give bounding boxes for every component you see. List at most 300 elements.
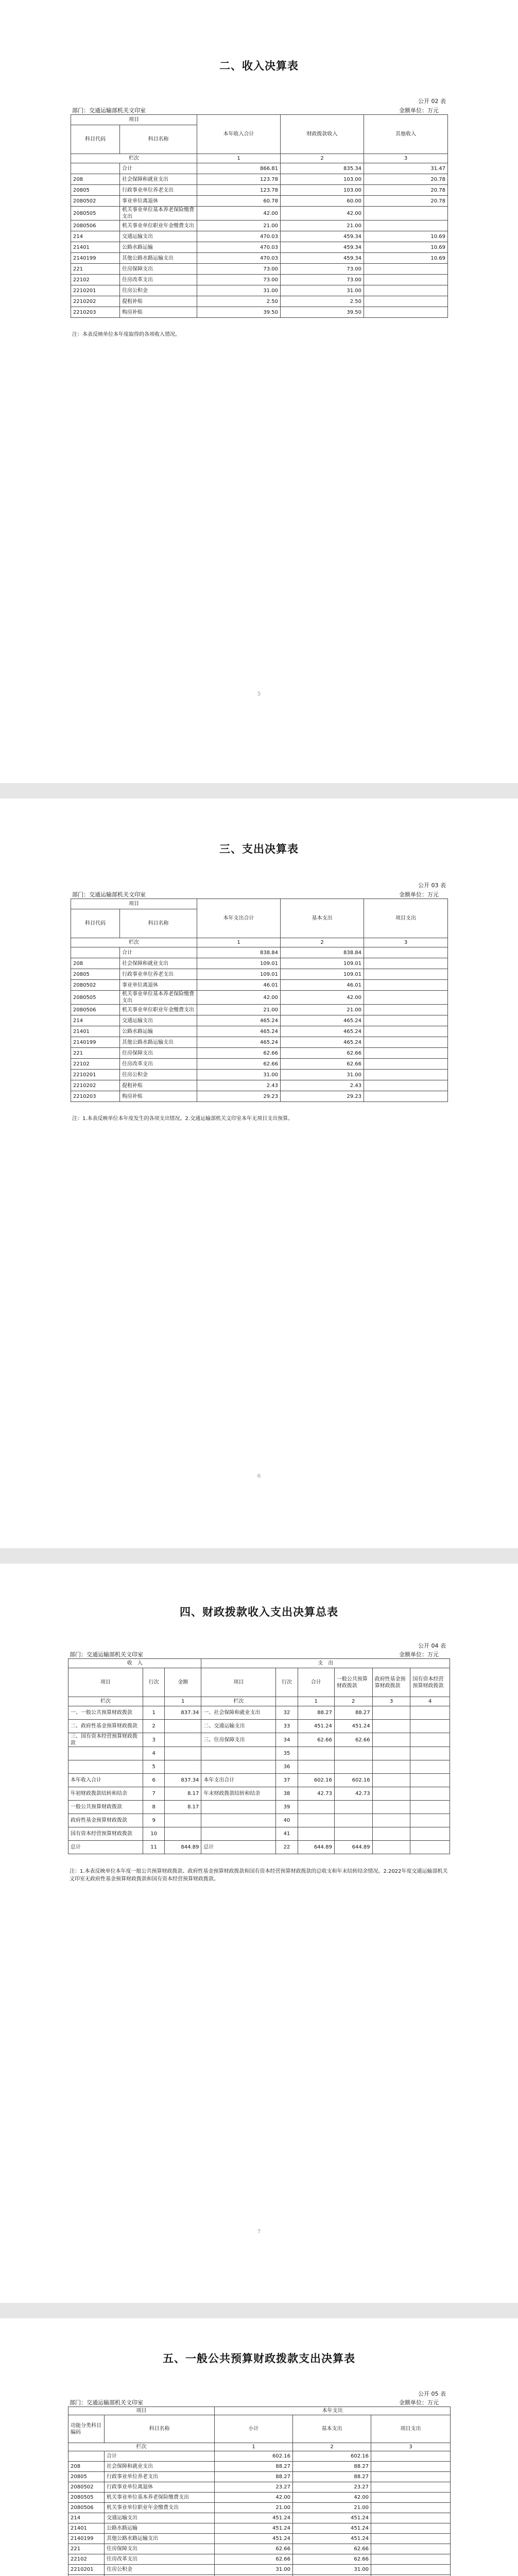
cell-code: 214 bbox=[71, 231, 120, 242]
cell-gov-fund bbox=[372, 1720, 410, 1733]
cell-code: 20805 bbox=[71, 185, 120, 196]
cell-value-2: 31.00 bbox=[281, 285, 364, 296]
cell-value-2: 465.24 bbox=[281, 1026, 364, 1037]
lanci-label: 栏次 bbox=[71, 154, 197, 163]
department: 部门：交通运输部机关文印室 bbox=[72, 107, 146, 114]
cell-name: 公路水路运输 bbox=[105, 2523, 215, 2534]
table-row bbox=[71, 163, 448, 174]
cell-value-1: 62.66 bbox=[197, 1059, 281, 1070]
cell-expense-line: 40 bbox=[276, 1814, 298, 1827]
cell-value-3 bbox=[364, 980, 448, 991]
cell-name: 住房公积金 bbox=[120, 285, 197, 296]
cell-name: 机关事业单位职业年金缴费支出 bbox=[105, 2503, 215, 2513]
cell-value-3 bbox=[371, 2534, 451, 2544]
cell-code: 2080506 bbox=[71, 1005, 120, 1015]
cell-gov-fund bbox=[372, 1733, 410, 1747]
cell-state-capital bbox=[410, 1706, 450, 1720]
page-separator bbox=[0, 1548, 518, 1564]
cell-value-2: 62.66 bbox=[281, 1059, 364, 1070]
page-number: 5 bbox=[257, 691, 261, 697]
cell-total bbox=[298, 1814, 334, 1827]
cell-value-3 bbox=[364, 969, 448, 980]
cell-value-1: 109.01 bbox=[197, 958, 281, 969]
table-row bbox=[68, 2503, 451, 2513]
cell-value-3 bbox=[364, 1037, 448, 1048]
cell-value-1: 88.27 bbox=[215, 2462, 293, 2472]
form-number: 公开 04 表 bbox=[418, 1642, 446, 1649]
cell-value-1: 470.03 bbox=[197, 231, 281, 242]
page-separator bbox=[0, 783, 518, 799]
header-name: 科目名称 bbox=[105, 2415, 215, 2443]
table-note: 注：1.本表反映单位本年度一般公共预算财政拨款、政府性基金预算财政拨款和国有资本经营预算财政拨款的总收支和年末结转结余情况。2.2022年度交通运输部机关文印室无政府性基金预算财政拨款和国有资本经营预算财政拨款。 bbox=[70, 1869, 448, 1882]
table-row bbox=[68, 2565, 451, 2575]
table-row bbox=[71, 207, 448, 221]
cell-total: 451.24 bbox=[298, 1720, 334, 1733]
cell-code: 2140199 bbox=[68, 2534, 105, 2544]
form-number: 公开 03 表 bbox=[418, 882, 446, 889]
cell-name: 其他公路水路运输支出 bbox=[120, 1037, 197, 1048]
cell-code: 214 bbox=[68, 2513, 105, 2523]
cell-name: 住房保障支出 bbox=[105, 2544, 215, 2554]
cell-value-1: 39.50 bbox=[197, 307, 281, 318]
cell-value-2: 103.00 bbox=[281, 174, 364, 185]
cell-total: 62.66 bbox=[298, 1733, 334, 1747]
header-code: 功能分类科目编码 bbox=[68, 2415, 105, 2443]
cell-value-2: 835.34 bbox=[281, 163, 364, 174]
cell-general: 88.27 bbox=[334, 1706, 372, 1720]
cell-expense-item: 本年支出合计 bbox=[201, 1774, 276, 1787]
header-col2: 基本支出 bbox=[293, 2415, 371, 2443]
cell-income-line: 8 bbox=[143, 1801, 165, 1814]
cell-value-3: 20.78 bbox=[364, 174, 448, 185]
cell-value-2: 21.00 bbox=[293, 2503, 371, 2513]
unit-label: 金额单位：万元 bbox=[399, 891, 439, 898]
cell-value-2: 109.01 bbox=[281, 969, 364, 980]
cell-expense-line: 36 bbox=[276, 1760, 298, 1774]
cell-name: 事业单位离退休 bbox=[120, 980, 197, 991]
cell-name: 住房公积金 bbox=[120, 1070, 197, 1080]
cell-general bbox=[334, 1827, 372, 1841]
cell-value-1: 29.23 bbox=[197, 1091, 281, 1102]
department: 部门：交通运输部机关文印室 bbox=[70, 2399, 143, 2406]
cell-expense-item bbox=[201, 1760, 276, 1774]
cell-code: 2210202 bbox=[71, 1080, 120, 1091]
cell-code: 2080502 bbox=[71, 196, 120, 207]
cell-expense-item bbox=[201, 1814, 276, 1827]
cell-value-3: 10.69 bbox=[364, 253, 448, 264]
header-total: 合计 bbox=[298, 1668, 334, 1697]
cell-code: 2080505 bbox=[68, 2493, 105, 2503]
header-state-capital: 国有资本经营预算财政拨款 bbox=[410, 1668, 450, 1697]
table-row bbox=[68, 2534, 451, 2544]
cell-value-1: 73.00 bbox=[197, 275, 281, 285]
cell-code: 2080502 bbox=[68, 2482, 105, 2493]
header-project: 项目 bbox=[68, 2407, 215, 2415]
cell-state-capital bbox=[410, 1760, 450, 1774]
cell-income-line: 2 bbox=[143, 1720, 165, 1733]
cell-value-2: 21.00 bbox=[281, 1005, 364, 1015]
table-row bbox=[68, 1841, 450, 1854]
table-row bbox=[71, 1015, 448, 1026]
cell-value-1: 465.24 bbox=[197, 1015, 281, 1026]
cell-code: 2210201 bbox=[71, 1070, 120, 1080]
cell-value-1: 21.00 bbox=[197, 1005, 281, 1015]
cell-name: 住房改革支出 bbox=[120, 275, 197, 285]
cell-expense-line: 35 bbox=[276, 1747, 298, 1760]
header-line: 行次 bbox=[143, 1668, 165, 1697]
header-col3: 其他收入 bbox=[364, 115, 448, 154]
table-row bbox=[68, 2544, 451, 2554]
cell-name: 提租补贴 bbox=[120, 1080, 197, 1091]
header-col2: 基本支出 bbox=[281, 899, 364, 938]
cell-value-3 bbox=[364, 1059, 448, 1070]
cell-code: 2080505 bbox=[71, 991, 120, 1005]
cell-name: 行政事业单位离退休 bbox=[105, 2482, 215, 2493]
cell-name: 交通运输支出 bbox=[105, 2513, 215, 2523]
header-name: 科目名称 bbox=[120, 125, 197, 154]
cell-value-1: 60.78 bbox=[197, 196, 281, 207]
cell-total: 602.16 bbox=[298, 1774, 334, 1787]
lanci-4: 4 bbox=[410, 1697, 450, 1706]
cell-expense-line: 39 bbox=[276, 1801, 298, 1814]
table-row bbox=[71, 991, 448, 1005]
header-project: 项目 bbox=[71, 115, 197, 125]
cell-value-2: 31.00 bbox=[281, 1070, 364, 1080]
cell-expense-line: 22 bbox=[276, 1841, 298, 1854]
cell-income-item: 总计 bbox=[68, 1841, 143, 1854]
cell-name: 公路水路运输 bbox=[120, 242, 197, 253]
cell-code: 214 bbox=[71, 1015, 120, 1026]
lanci-1: 1 bbox=[197, 938, 281, 947]
cell-name: 机关事业单位基本养老保险缴费支出 bbox=[120, 991, 197, 1005]
cell-value-3 bbox=[364, 947, 448, 958]
cell-value-1: 866.81 bbox=[197, 163, 281, 174]
cell-income-item: 国有资本经营预算财政拨款 bbox=[68, 1827, 143, 1841]
department: 部门：交通运输部机关文印室 bbox=[72, 891, 146, 898]
cell-value-3 bbox=[364, 307, 448, 318]
cell-gov-fund bbox=[372, 1841, 410, 1854]
cell-value-1: 123.78 bbox=[197, 174, 281, 185]
cell-value-3 bbox=[364, 958, 448, 969]
cell-name: 机关事业单位职业年金缴费支出 bbox=[120, 1005, 197, 1015]
lanci-1: 1 bbox=[215, 2443, 293, 2451]
table-row bbox=[71, 185, 448, 196]
cell-code: 21401 bbox=[68, 2523, 105, 2534]
cell-income-line: 10 bbox=[143, 1827, 165, 1841]
cell-expense-item bbox=[201, 1801, 276, 1814]
header-name: 科目名称 bbox=[120, 909, 197, 938]
cell-name: 其他公路水路运输支出 bbox=[105, 2534, 215, 2544]
page-number: 7 bbox=[257, 2229, 261, 2235]
cell-value-3 bbox=[371, 2503, 451, 2513]
cell-code: 2140199 bbox=[71, 1037, 120, 1048]
cell-code: 2140199 bbox=[71, 253, 120, 264]
cell-code bbox=[68, 2451, 105, 2462]
header-year-expense: 本年支出 bbox=[215, 2407, 451, 2415]
cell-code: 2080506 bbox=[71, 221, 120, 231]
table-row bbox=[68, 2472, 451, 2482]
cell-expense-item: 三、住房保障支出 bbox=[201, 1733, 276, 1747]
cell-name: 行政事业单位养老支出 bbox=[120, 185, 197, 196]
cell-value-3 bbox=[364, 1048, 448, 1059]
table-row bbox=[68, 1760, 450, 1774]
cell-value-3 bbox=[364, 264, 448, 275]
cell-value-1: 465.24 bbox=[197, 1037, 281, 1048]
cell-value-2: 459.34 bbox=[281, 242, 364, 253]
cell-gov-fund bbox=[372, 1706, 410, 1720]
lanci-label-2: 栏次 bbox=[201, 1697, 276, 1706]
cell-value-2: 31.00 bbox=[293, 2565, 371, 2575]
cell-name: 住房改革支出 bbox=[120, 1059, 197, 1070]
cell-value-2: 62.66 bbox=[293, 2554, 371, 2565]
cell-value-1: 62.66 bbox=[215, 2554, 293, 2565]
income-table bbox=[71, 114, 448, 318]
cell-income-amount bbox=[165, 1720, 201, 1733]
cell-value-1: 62.66 bbox=[215, 2544, 293, 2554]
cell-income-item: 一、一般公共预算财政拨款 bbox=[68, 1706, 143, 1720]
lanci-2: 2 bbox=[281, 938, 364, 947]
page-title: 二、收入决算表 bbox=[219, 60, 299, 72]
cell-value-3 bbox=[364, 991, 448, 1005]
table-row bbox=[68, 2554, 451, 2565]
general-budget-table bbox=[68, 2406, 451, 2576]
cell-expense-line: 38 bbox=[276, 1787, 298, 1801]
cell-state-capital bbox=[410, 1841, 450, 1854]
cell-income-amount: 8.17 bbox=[165, 1787, 201, 1801]
cell-name: 住房公积金 bbox=[105, 2565, 215, 2575]
cell-general: 644.89 bbox=[334, 1841, 372, 1854]
cell-income-line: 1 bbox=[143, 1706, 165, 1720]
cell-value-3 bbox=[364, 1005, 448, 1015]
table-row bbox=[68, 2482, 451, 2493]
cell-name: 交通运输支出 bbox=[120, 1015, 197, 1026]
cell-code: 21401 bbox=[71, 1026, 120, 1037]
cell-code: 22102 bbox=[71, 275, 120, 285]
cell-income-amount: 837.34 bbox=[165, 1774, 201, 1787]
cell-value-1: 42.00 bbox=[197, 991, 281, 1005]
cell-state-capital bbox=[410, 1733, 450, 1747]
cell-name: 提租补贴 bbox=[120, 296, 197, 307]
cell-value-3: 20.78 bbox=[364, 196, 448, 207]
table-row bbox=[71, 1048, 448, 1059]
cell-code: 221 bbox=[71, 264, 120, 275]
cell-income-amount bbox=[165, 1747, 201, 1760]
table-row bbox=[71, 275, 448, 285]
cell-name: 公路水路运输 bbox=[120, 1026, 197, 1037]
table-row bbox=[71, 285, 448, 296]
table-row bbox=[71, 1005, 448, 1015]
cell-value-1: 470.03 bbox=[197, 242, 281, 253]
cell-code: 2210203 bbox=[71, 1091, 120, 1102]
table-row bbox=[71, 242, 448, 253]
cell-name: 机关事业单位职业年金缴费支出 bbox=[120, 221, 197, 231]
table-row bbox=[71, 1091, 448, 1102]
cell-total bbox=[298, 1801, 334, 1814]
cell-total bbox=[298, 1827, 334, 1841]
cell-name: 合计 bbox=[105, 2451, 215, 2462]
cell-expense-line: 41 bbox=[276, 1827, 298, 1841]
cell-value-1: 451.24 bbox=[215, 2534, 293, 2544]
cell-value-3 bbox=[364, 296, 448, 307]
cell-gov-fund bbox=[372, 1814, 410, 1827]
cell-value-3 bbox=[364, 207, 448, 221]
cell-income-item: 一般公共预算财政拨款 bbox=[68, 1801, 143, 1814]
header-income: 收 入 bbox=[68, 1659, 201, 1668]
table-row bbox=[71, 969, 448, 980]
cell-expense-line: 37 bbox=[276, 1774, 298, 1787]
table-row bbox=[71, 231, 448, 242]
cell-expense-item: 总计 bbox=[201, 1841, 276, 1854]
cell-code bbox=[71, 947, 120, 958]
cell-value-3 bbox=[371, 2472, 451, 2482]
cell-income-item: 三、国有资本经营预算财政拨款 bbox=[68, 1733, 143, 1747]
cell-value-2: 42.00 bbox=[293, 2493, 371, 2503]
cell-code: 22102 bbox=[71, 1059, 120, 1070]
cell-expense-item: 年末财政拨款结转和结余 bbox=[201, 1787, 276, 1801]
form-number: 公开 05 表 bbox=[418, 2391, 446, 2397]
cell-value-3 bbox=[371, 2513, 451, 2523]
cell-total: 644.89 bbox=[298, 1841, 334, 1854]
cell-name: 机关事业单位基本养老保险缴费支出 bbox=[105, 2493, 215, 2503]
cell-code: 20805 bbox=[68, 2472, 105, 2482]
cell-value-1: 46.01 bbox=[197, 980, 281, 991]
table-row bbox=[68, 1787, 450, 1801]
table-row bbox=[68, 1827, 450, 1841]
cell-value-2: 21.00 bbox=[281, 221, 364, 231]
cell-value-1: 451.24 bbox=[215, 2513, 293, 2523]
header-code: 科目代码 bbox=[71, 125, 120, 154]
cell-value-1: 2.43 bbox=[197, 1080, 281, 1091]
cell-value-1: 838.84 bbox=[197, 947, 281, 958]
form-number: 公开 02 表 bbox=[418, 98, 446, 105]
cell-value-1: 73.00 bbox=[197, 264, 281, 275]
header-line2: 行次 bbox=[276, 1668, 298, 1697]
table-row bbox=[71, 1026, 448, 1037]
lanci-3: 3 bbox=[371, 2443, 451, 2451]
table-row bbox=[71, 1070, 448, 1080]
table-row bbox=[71, 1059, 448, 1070]
cell-income-item: 政府性基金预算财政拨款 bbox=[68, 1814, 143, 1827]
cell-value-2: 465.24 bbox=[281, 1037, 364, 1048]
cell-income-amount: 844.89 bbox=[165, 1841, 201, 1854]
cell-gov-fund bbox=[372, 1801, 410, 1814]
cell-general bbox=[334, 1801, 372, 1814]
table-row bbox=[68, 1720, 450, 1733]
cell-code: 2080502 bbox=[71, 980, 120, 991]
cell-code: 2210201 bbox=[68, 2565, 105, 2575]
cell-income-item bbox=[68, 1747, 143, 1760]
page-number: 6 bbox=[257, 1473, 261, 1479]
table-row bbox=[71, 221, 448, 231]
header-item: 项目 bbox=[68, 1668, 143, 1697]
cell-value-1: 465.24 bbox=[197, 1026, 281, 1037]
cell-value-2: 73.00 bbox=[281, 264, 364, 275]
header-col3: 项目支出 bbox=[364, 899, 448, 938]
table-row bbox=[68, 2462, 451, 2472]
cell-value-2: 103.00 bbox=[281, 185, 364, 196]
cell-code: 2210202 bbox=[71, 296, 120, 307]
cell-name: 住房保障支出 bbox=[120, 264, 197, 275]
cell-value-2: 60.00 bbox=[281, 196, 364, 207]
table-row bbox=[71, 980, 448, 991]
table-note: 注：本表反映单位本年度取得的各项收入情况。 bbox=[72, 332, 180, 337]
header-gov-fund: 政府性基金预算财政拨款 bbox=[372, 1668, 410, 1697]
table-row bbox=[71, 196, 448, 207]
expense-table bbox=[71, 899, 448, 1102]
cell-expense-item bbox=[201, 1827, 276, 1841]
cell-name: 交通运输支出 bbox=[120, 231, 197, 242]
cell-value-1: 451.24 bbox=[215, 2523, 293, 2534]
cell-value-1: 109.01 bbox=[197, 969, 281, 980]
lanci-1b: 1 bbox=[298, 1697, 334, 1706]
header-col1: 本年收入合计 bbox=[197, 115, 281, 154]
lanci-3: 3 bbox=[372, 1697, 410, 1706]
department: 部门：交通运输部机关文印室 bbox=[70, 1651, 143, 1658]
lanci-label: 栏次 bbox=[68, 2443, 215, 2451]
cell-name: 行政事业单位养老支出 bbox=[105, 2472, 215, 2482]
cell-value-1: 42.00 bbox=[197, 207, 281, 221]
cell-income-line: 3 bbox=[143, 1733, 165, 1747]
cell-total: 88.27 bbox=[298, 1706, 334, 1720]
cell-code: 2210203 bbox=[71, 307, 120, 318]
cell-state-capital bbox=[410, 1801, 450, 1814]
cell-value-2: 29.23 bbox=[281, 1091, 364, 1102]
cell-income-line: 11 bbox=[143, 1841, 165, 1854]
lanci-2: 2 bbox=[281, 154, 364, 163]
header-col3: 项目支出 bbox=[371, 2415, 451, 2443]
cell-total bbox=[298, 1760, 334, 1774]
cell-value-2: 451.24 bbox=[293, 2534, 371, 2544]
cell-value-1: 2.50 bbox=[197, 296, 281, 307]
cell-value-3 bbox=[371, 2565, 451, 2575]
table-row bbox=[71, 264, 448, 275]
page-title: 四、财政拨款收入支出决算总表 bbox=[180, 1606, 338, 1618]
cell-income-amount bbox=[165, 1814, 201, 1827]
cell-value-2: 602.16 bbox=[293, 2451, 371, 2462]
cell-value-2: 62.66 bbox=[281, 1048, 364, 1059]
cell-value-3 bbox=[371, 2544, 451, 2554]
header-col1: 小计 bbox=[215, 2415, 293, 2443]
cell-expense-item bbox=[201, 1747, 276, 1760]
cell-expense-line: 34 bbox=[276, 1733, 298, 1747]
header-col1: 本年支出合计 bbox=[197, 899, 281, 938]
cell-value-3 bbox=[364, 1015, 448, 1026]
page-title: 五、一般公共预算财政拨款支出决算表 bbox=[163, 2352, 355, 2365]
cell-value-1: 470.03 bbox=[197, 253, 281, 264]
cell-total bbox=[298, 1747, 334, 1760]
cell-value-3 bbox=[364, 1091, 448, 1102]
cell-value-2: 459.34 bbox=[281, 231, 364, 242]
cell-income-line: 6 bbox=[143, 1774, 165, 1787]
unit-label: 金额单位：万元 bbox=[399, 2399, 439, 2406]
unit-label: 金额单位：万元 bbox=[399, 107, 439, 114]
cell-code: 2080506 bbox=[68, 2503, 105, 2513]
lanci-1: 1 bbox=[197, 154, 281, 163]
cell-income-amount: 837.34 bbox=[165, 1706, 201, 1720]
cell-gov-fund bbox=[372, 1760, 410, 1774]
cell-general: 62.66 bbox=[334, 1733, 372, 1747]
cell-state-capital bbox=[410, 1720, 450, 1733]
page-fiscal-summary bbox=[0, 1564, 518, 2303]
cell-expense-item: 一、社会保障和就业支出 bbox=[201, 1706, 276, 1720]
cell-general: 451.24 bbox=[334, 1720, 372, 1733]
table-row bbox=[68, 2513, 451, 2523]
cell-income-item: 二、政府性基金预算财政拨款 bbox=[68, 1720, 143, 1733]
cell-code: 21401 bbox=[71, 242, 120, 253]
cell-income-item: 年初财政拨款结转和结余 bbox=[68, 1787, 143, 1801]
cell-value-3 bbox=[371, 2523, 451, 2534]
cell-code: 208 bbox=[71, 958, 120, 969]
